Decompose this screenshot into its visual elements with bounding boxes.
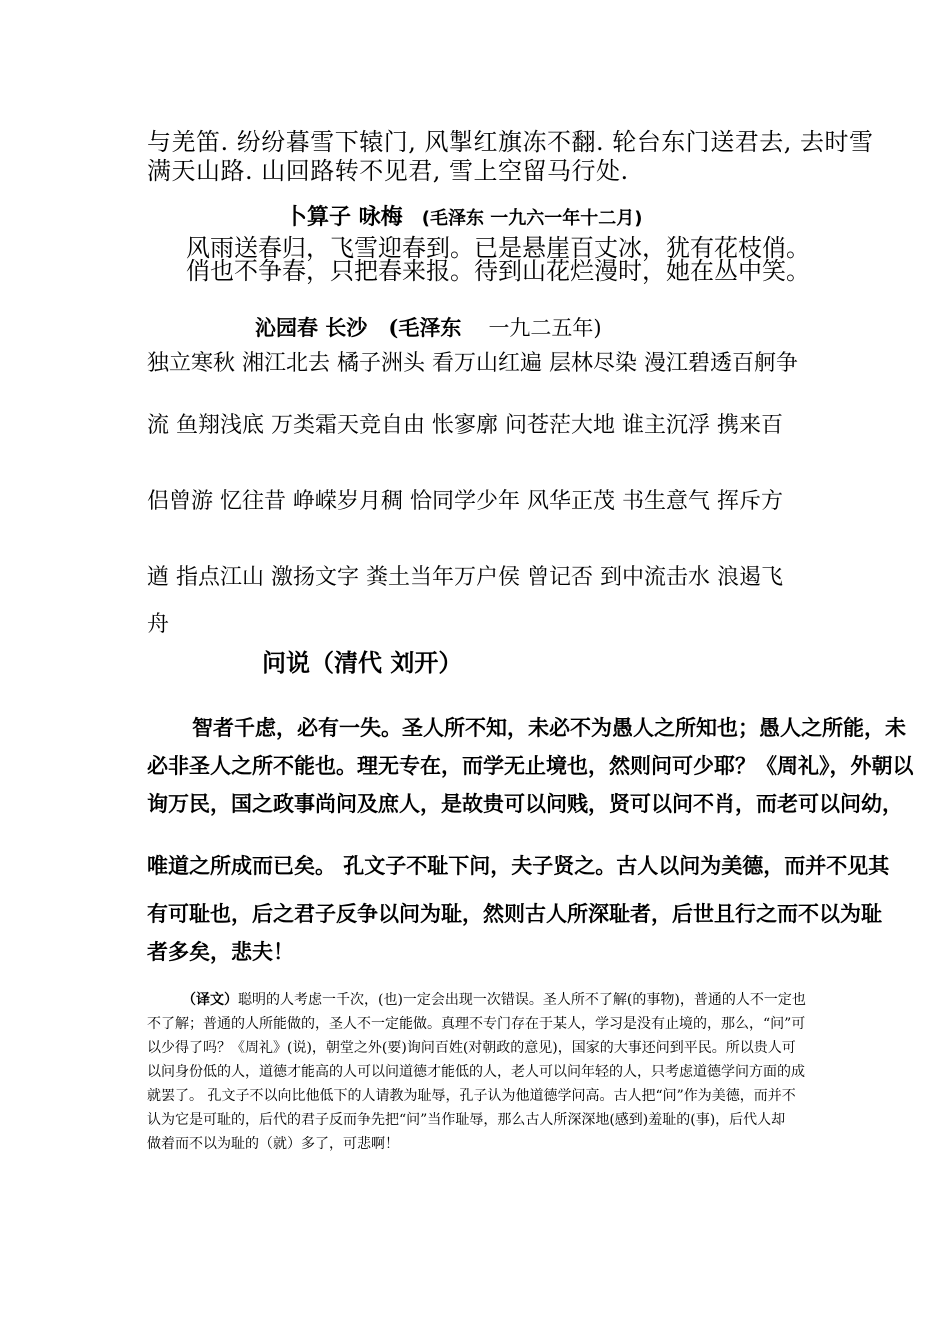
- essay-line-6: 者多矣，悲夫！: [147, 939, 294, 964]
- poem3-line-3: 侣曾游 忆往昔 峥嵘岁月稠 恰同学少年 风华正茂 书生意气 挥斥方: [147, 489, 783, 514]
- translation-line-3: 以少得了吗？《周礼》(说)，朝堂之外(要)询问百姓(对朝政的意见)，国家的大事还问到平民。所以贵人可: [147, 1040, 796, 1056]
- essay-line-5: 有可耻也，后之君子反争以问为耻，然则古人所深耻者，后世且行之而不以为耻: [147, 901, 882, 926]
- poem3-heading: [255, 312, 602, 342]
- poem3-line-5: 舟: [147, 612, 170, 637]
- essay-title: 问说（清代 刘开）: [262, 648, 463, 677]
- translation-line-4: 以问身份低的人，道德才能高的人可以问道德才能低的人，老人可以问年轻的人，只考虑道德学问方面的成: [147, 1064, 805, 1080]
- poem1-line-2: 满天山路. 山回路转不见君, 雪上空留马行处.: [147, 157, 629, 185]
- poem3-line-1: 独立寒秋 湘江北去 橘子洲头 看万山红遍 层林尽染 漫江碧透百舸争: [147, 351, 798, 376]
- poem3-year: 一九二五年): [488, 316, 602, 340]
- poem3-author: (毛泽东: [388, 315, 462, 340]
- poem3-line-2: 流 鱼翔浅底 万类霜天竞自由 怅寥廓 问苍茫大地 谁主沉浮 携来百: [147, 413, 783, 438]
- translation-line-5: 就罢了。 孔文子不以向比他低下的人请教为耻辱，孔子认为他道德学问高。古人把“问”作为美德，而并不: [147, 1088, 796, 1104]
- essay-line-4: 唯道之所成而已矣。 孔文子不耻下问，夫子贤之。古人以问为美德，而并不见其: [147, 853, 890, 878]
- poem2-meta: (毛泽东 一九六一年十二月): [421, 208, 643, 229]
- essay-line-2: 必非圣人之所不能也。理无专在，而学无止境也，然则问可少耶？《周礼》，外朝以: [147, 753, 914, 778]
- poem1-line-1: 与羌笛. 纷纷暮雪下辕门, 风掣红旗冻不翻. 轮台东门送君去, 去时雪: [147, 128, 874, 156]
- poem2-heading: [285, 200, 642, 231]
- translation-line-1: [182, 989, 806, 1009]
- translation-text-1: 聪明的人考虑一千次，(也)一定会出现一次错误。圣人所不了解(的事物)，普通的人不一定也: [238, 992, 806, 1008]
- poem3-line-4: 遒 指点江山 激扬文字 粪土当年万户侯 曾记否 到中流击水 浪遏飞: [147, 565, 783, 590]
- essay-line-1: 智者千虑，必有一失。圣人所不知，未必不为愚人之所知也；愚人之所能，未: [192, 715, 906, 740]
- translation-label: （译文）: [182, 992, 238, 1008]
- poem2-line-2: 俏也不争春，只把春来报。待到山花烂漫时，她在丛中笑。: [186, 257, 810, 285]
- poem2-title: 卜算子 咏梅: [285, 205, 403, 230]
- essay-line-3: 询万民，国之政事尚问及庶人，是故贵可以问贱，贤可以问不肖，而老可以问幼，: [147, 791, 903, 816]
- translation-line-7: 做着而不以为耻的（就）多了，可悲啊！: [147, 1136, 399, 1152]
- translation-line-2: 不了解；普通的人所能做的，圣人不一定能做。真理不专门存在于某人，学习是没有止境的，那么，“问”可: [147, 1016, 806, 1032]
- translation-line-6: 认为它是可耻的，后代的君子反而争先把“问”当作耻辱，那么古人所深深地(感到)羞耻的(事)，后代人却: [147, 1112, 786, 1128]
- poem2-line-1: 风雨送春归，飞雪迎春到。已是悬崖百丈冰，犹有花枝俏。: [186, 234, 810, 262]
- poem3-title: 沁园春 长沙: [255, 315, 368, 340]
